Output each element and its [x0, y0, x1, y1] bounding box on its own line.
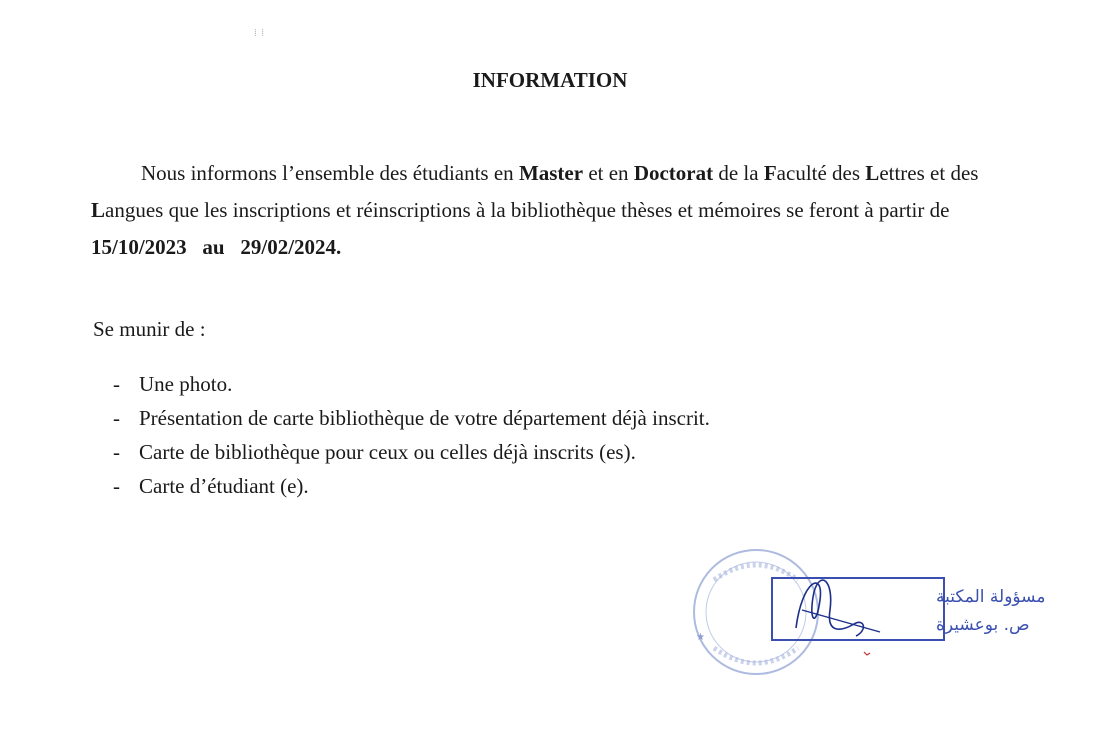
list-item [113, 469, 710, 503]
list-item-text: Présentation de carte bibliothèque de votre département déjà inscrit. [139, 406, 710, 430]
doctorat-label: Doctorat [633, 161, 714, 185]
list-item [113, 435, 710, 469]
para-text: aculté des [776, 161, 866, 185]
faculty-initial: F [763, 161, 777, 185]
dash-bullet: - [113, 406, 120, 430]
dash-bullet: - [113, 440, 120, 464]
dash-bullet: - [113, 372, 120, 396]
end-date: 29/02/2024. [240, 235, 342, 259]
requirements-list [113, 367, 710, 503]
official-stamp [684, 540, 1046, 700]
seal-star: ★ [696, 632, 705, 643]
languages-initial: L [91, 198, 106, 222]
para-text: Nous informons l’ensemble des étudiants en [141, 161, 519, 185]
start-date: 15/10/2023 [91, 235, 187, 259]
para-text: et en [583, 161, 634, 185]
para-text: angues que les inscriptions et réinscriptions à la bibliothèque thèses et mémoires se feront à partir de [105, 198, 950, 222]
list-item-text: Une photo. [139, 372, 233, 396]
letters-initial: L [865, 161, 880, 185]
scan-mark: ⁞ ⁞ [254, 28, 266, 39]
document-title: INFORMATION [472, 68, 628, 92]
stamp-graphic [684, 540, 1046, 700]
para-text: ettres et des [879, 161, 979, 185]
stamp-name: ص. بوعشيرة [936, 615, 1030, 635]
date-separator: au [202, 235, 225, 259]
dash-bullet: - [113, 474, 120, 498]
announcement-paragraph [91, 155, 1021, 266]
master-label: Master [518, 161, 584, 185]
list-item-text: Carte de bibliothèque pour ceux ou celles déjà inscrits (es). [139, 440, 636, 464]
requirements-intro: Se munir de : [93, 317, 206, 341]
list-item [113, 367, 710, 401]
list-item-text: Carte d’étudiant (e). [139, 474, 309, 498]
stamp-title: مسؤولة المكتبة [936, 587, 1046, 607]
list-item [113, 401, 710, 435]
para-text: de la [713, 161, 764, 185]
